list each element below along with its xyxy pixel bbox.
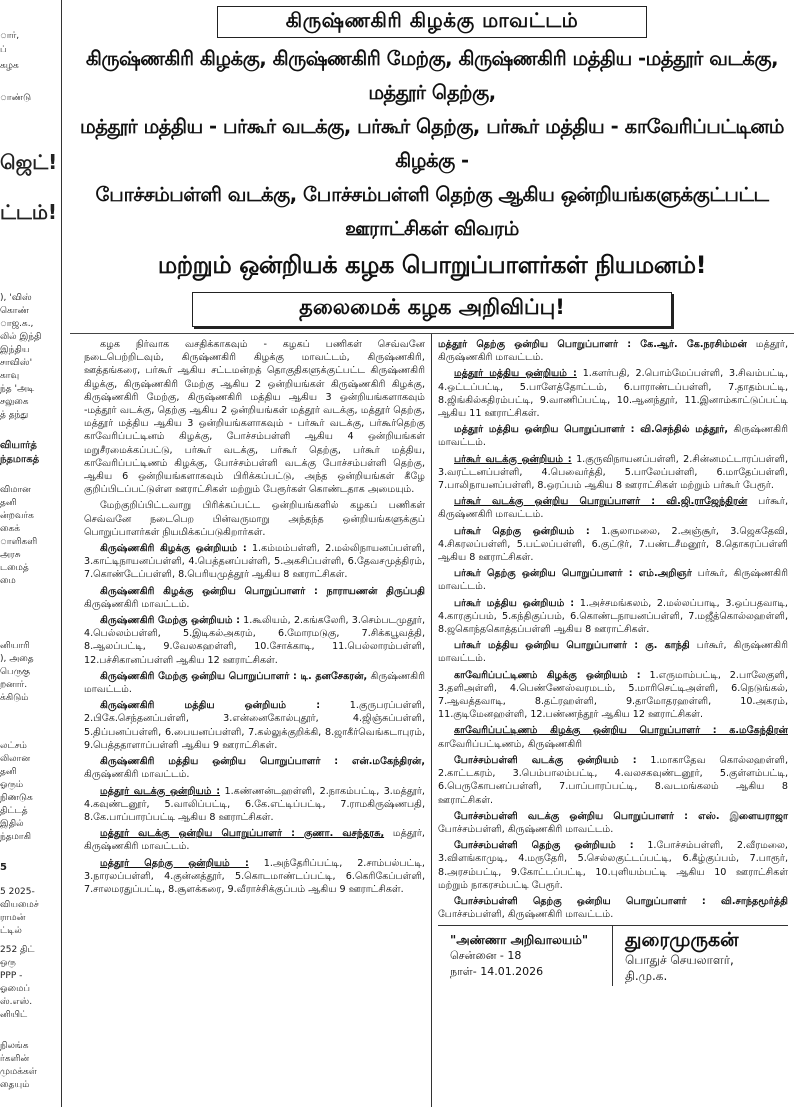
union-incharge: மத்தூர் மத்திய ஒன்றிய பொறுப்பாளர் : வி.செந்தில் மத்தூர், கிருஷ்ணகிரி மாவட்டம். <box>438 424 788 449</box>
fragment-text: திட்டத் <box>0 806 28 816</box>
fragment-text: ஓமைப் <box>0 984 31 994</box>
fragment-text: பெருகு <box>0 667 30 677</box>
fragment-text: ாண்டு <box>0 93 32 103</box>
announcement <box>64 0 800 1107</box>
fragment-text: ஓரும் <box>0 780 24 790</box>
fragment-text: ந்தமாகத் <box>0 454 40 465</box>
body-columns <box>70 333 794 1107</box>
fragment-text: சாவிஸ்' <box>0 358 33 368</box>
adjacent-column-fragment <box>0 0 62 1107</box>
fragment-text: க்கிடும் <box>0 693 29 703</box>
left-column <box>70 334 432 1107</box>
fragment-text: இந்திய <box>0 345 30 355</box>
fragment-text: ஒரு <box>0 958 16 968</box>
office-address: "அண்ணா அறிவாலயம்" சென்னை - 18 நாள்- 14.01.2026 <box>438 926 613 986</box>
fragment-text: றனார். <box>0 680 28 690</box>
union-incharge: கிருஷ்ணகிரி கிழக்கு ஒன்றிய பொறுப்பாளர் : நாராயணன் திருப்பதி கிருஷ்ணகிரி மாவட்டம். <box>84 585 425 610</box>
union-incharge: கிருஷ்ணகிரி மத்திய ஒன்றிய பொறுப்பாளர் : என்.மகேந்திரன், கிருஷ்ணகிரி மாவட்டம். <box>84 756 425 781</box>
union-incharge: மத்தூர் வடக்கு ஒன்றிய பொறுப்பாளர் : குணா. வசந்தரசு, மத்தூர், கிருஷ்ணகிரி மாவட்டம். <box>84 828 425 853</box>
union-incharge: மத்தூர் தெற்கு ஒன்றிய பொறுப்பாளர் : கே.ஆர். கே.நரசிம்மன் மத்தூர், கிருஷ்ணகிரி மாவட்டம். <box>438 339 788 364</box>
fragment-text: கொண் <box>0 306 29 316</box>
intro-paragraph-2: மேற்குறிப்பிட்டவாறு பிரிக்கப்பட்ட ஒன்றியங்களில் கழகப் பணிகள் செவ்வனே நடைபெற பின்வருமாறு அந்தந்த ஒன்றியங்களுக்குப் பொறுப்பாளர்கள் நியமிக்கப்படுகிறார்கள். <box>84 500 425 538</box>
fragment-text: ாஜ.க., <box>0 319 34 329</box>
fragment-text: டமைத் <box>0 563 29 573</box>
district-title: கிருஷ்ணகிரி கிழக்கு மாவட்டம் <box>217 6 647 38</box>
fragment-text: ர்களின் <box>0 1054 30 1064</box>
fragment-text: ), 'விஸ் <box>0 293 32 303</box>
fragment-text: தனி <box>0 498 17 508</box>
fragment-text: முமக்கள் <box>0 1067 37 1077</box>
fragment-text: ார், <box>0 31 20 41</box>
union-incharge: பர்கூர் மத்திய ஒன்றிய பொறுப்பாளர் : கு. காந்தி பர்கூர், கிருஷ்ணகிரி மாவட்டம். <box>438 640 788 665</box>
fragment-text: PPP - <box>0 971 23 981</box>
headline-line-2: மத்தூர் மத்திய - பர்கூர் வடக்கு, பர்கூர் தெற்கு, பர்கூர் மத்திய - காவேரிப்பட்டினம் கிழக்கு - <box>80 115 784 172</box>
fragment-text: சலுகை <box>0 397 29 407</box>
fragment-text: ஜெட்! <box>0 150 58 174</box>
union-entry: காவேரிப்பட்டிணம் கிழக்கு ஒன்றியம் : 1.எருமாம்பட்டி, 2.பாலேகுளி, 3.தளிஅள்ளி, 4.பெண்ணேஸ்வரமடம், 5.மாரிசெட்டிஅள்ளி, 6.நெடுங்கல், 7.ஆவத்தவாடி, 8.தட்ரஹள்ளி, 9.தாமோதரஹள்ளி, 10.அகரம், 11.குடிமேனஹள்ளி, 12.பண்ணந்தூர் ஆகிய 12 ஊராட்சிகள். <box>438 669 788 721</box>
fragment-text: னியிட் <box>0 1010 28 1020</box>
fragment-text: லிலான <box>0 754 31 764</box>
fragment-text: 5 <box>0 862 7 873</box>
fragment-text: அரசு <box>0 550 21 560</box>
fragment-text: இதில் <box>0 819 24 829</box>
union-entry: மத்தூர் தெற்கு ஒன்றியம் : 1.அந்தேரிப்பட்டி, 2.சாம்பல்பட்டி, 3.நாரலப்பள்ளி, 4.குன்னத்தூர், 5.கொடமாண்டப்பட்டி, 6.கெரிகேப்பள்ளி, 7.சாலமரதுப்பட்டி, 8.சூளக்கரை, 9.வீராச்சிக்குப்பம் ஆகிய 9 ஊராட்சிகள். <box>84 857 425 895</box>
fragment-text: 5 2025- <box>0 887 35 897</box>
headline-line-4: மற்றும் ஒன்றியக் கழக பொறுப்பாளர்கள் நியமனம்! <box>157 251 707 279</box>
headline-line-1: கிருஷ்ணகிரி கிழக்கு, கிருஷ்ணகிரி மேற்கு, கிருஷ்ணகிரி மத்திய -மத்தூர் வடக்கு, மத்தூர் தெற்கு, <box>85 47 779 104</box>
fragment-text: கைக் <box>0 524 21 534</box>
right-column <box>432 334 794 1107</box>
fragment-text: னியாரி <box>0 641 30 651</box>
union-entry: கிருஷ்ணகிரி கிழக்கு ஒன்றியம் : 1.கம்மம்பள்ளி, 2.மல்லிநாயனப்பள்ளி, 3.காட்டிநாயனப்பள்ளி, 4.பெத்தனப்பள்ளி, 5.அகசிப்பள்ளி, 6.தேவசமுத்திரம், 7.கொண்டேப்பள்ளி, 8.பெரியமுத்தூர் ஆகிய 8 ஊராட்சிகள். <box>84 543 425 581</box>
fragment-text: கழக <box>0 61 19 71</box>
fragment-text: ன்றவர்க <box>0 511 34 521</box>
union-entry: மத்தூர் வடக்கு ஒன்றியம் : 1.கண்ணன்டஹள்ளி, 2.நாகம்பட்டி, 3.மத்தூர், 4.கவுண்டனூர், 5.வாலிப்பட்டி, 6.கே.எட்டிப்பட்டி, 7.ராமகிருஷ்ணபதி, 8.கே.பாப்பாரப்பட்டி ஆகிய 8 ஊராட்சிகள். <box>84 785 425 823</box>
union-entry: பர்கூர் தெற்கு ஒன்றியம் : 1.சூலாமலை, 2.அஞ்சூர், 3.ஜெகதேவி, 4.சிகரலப்பள்ளி, 5.பட்லப்பள்ளி, 6.குட்டூர், 7.பண்டசீமனூர், 8.தொகரப்பள்ளி ஆகிய 8 ஊராட்சிகள். <box>438 525 788 564</box>
union-incharge: கிருஷ்ணகிரி மேற்கு ஒன்றிய பொறுப்பாளர் : டி. தனசேகரன், கிருஷ்ணகிரி மாவட்டம். <box>84 670 425 696</box>
fragment-text: நிணடுக <box>0 793 33 803</box>
fragment-text: ராமன் <box>0 913 26 923</box>
fragment-text: ட்டில் <box>0 926 22 936</box>
signatory: துரைமுருகன் பொதுச் செயலாளர், தி.மு.க. <box>625 929 739 984</box>
union-entry: போச்சம்பள்ளி வடக்கு ஒன்றியம் : 1.மாகாதேவ கொல்லஹள்ளி, 2.காட்டகரம், 3.பெம்பாலம்பட்டி, 4.வலசகவுண்டனூர், 5.குள்ளம்பட்டி, 6.பெருகோபனப்பள்ளி, 7.பாப்பாரப்பட்டி, 8.வடமங்கலம் ஆகிய 8 ஊராட்சிகள். <box>438 754 788 806</box>
fragment-text: ட்டம்! <box>0 200 58 224</box>
fragment-text: தனி <box>0 767 17 777</box>
fragment-text: ப் <box>0 45 7 55</box>
fragment-text: த் தந்து <box>0 410 29 420</box>
fragment-text: ாளிகளி <box>0 537 38 547</box>
fragment-text: ஸ்.எஸ். <box>0 997 33 1007</box>
union-incharge: போச்சம்பள்ளி தெற்கு ஒன்றிய பொறுப்பாளர் : வி.சாந்தமூர்த்தி போச்சம்பள்ளி, கிருஷ்ணகிரி மாவட்டம். <box>438 895 788 921</box>
intro-paragraph: கழக நிர்வாக வசதிக்காகவும் - கழகப் பணிகள் செவ்வனே நடைபெற்றிடவும், கிருஷ்ணகிரி கிழக்கு மாவட்டம், கிருஷ்ணகிரி, ஊத்தங்கரை, பர்கூர் ஆகிய சட்டமன்றத் தொகுதிகளுக்குட்பட்ட கிருஷ்ணகிரி கிழக்கு, கிருஷ்ணகிரி மேற்கு ஆகிய 2 ஒன்றியங்கள் கிருஷ்ணகிரி கிழக்கு, கிருஷ்ணகிரி மேற்கு, கிருஷ்ணகிரி மத்திய ஆகிய 3 ஒன்றியங்களாகவும் -மத்தூர் வடக்கு, தெற்கு ஆகிய 2 ஒன்றியங்கள் மத்தூர் வடக்கு, மத்தூர் தெற்கு, மத்தூர் மத்திய ஆகிய 3 ஒன்றியங்களாகவும் - பர்கூர் வடக்கு, பர்கூர்தெற்கு காவேரிப்பட்டினம் கிழக்கு, போச்சம்பள்ளி ஆகிய 4 ஒன்றியங்கள் மறுசீரமைக்கப்பட்டு, பர்கூர் வடக்கு, பர்கூர் தெற்கு, பர்கூர் மத்திய, காவேரிப்பட்டிணம் கிழக்கு, போச்சம்பள்ளி வடக்கு போச்சம்பள்ளி தெற்கு, ஆகிய 6 ஒன்றியங்களாகவும் பிரிக்கப்பட்டு, அந்த ஒன்றியங்கள் கீழே குறிப்பிடப்பட்டுள்ள ஊராட்சிகள் மற்றும் பேரூர்கள் கொண்டதாக அமையும். <box>84 339 425 496</box>
fragment-text: லில் இந்தி <box>0 332 42 342</box>
union-entry: பர்கூர் வடக்கு ஒன்றியம் : 1.குருவிநாயனப்பள்ளி, 2.சின்னமட்டாரப்பள்ளி, 3.வரட்டனப்பள்ளி, 4.பெவைர்த்தி, 5.பாலேப்பள்ளி, 6.மாதேப்பள்ளி, 7.பாலிநாயனப்பள்ளி, 8.ஒரப்பம் ஆகிய 8 ஊராட்சிகள் மற்றும் பர்கூர் பேரூர். <box>438 453 788 492</box>
union-incharge: பர்கூர் தெற்கு ஒன்றிய பொறுப்பாளர் : எம்.அறிஞர் பர்கூர், கிருஷ்ணகிரி மாவட்டம். <box>438 568 788 593</box>
union-entry: கிருஷ்ணகிரி மேற்கு ஒன்றியம் : 1.கூலியம், 2.கங்கலேரி, 3.செம்படமுதூர், 4.பெல்லம்பள்ளி, 5.இடிகல்அகரம், 6.மோரமடுகு, 7.சிக்கபூவத்தி, 8.ஆலப்பட்டி, 9.வேலகஹள்ளி, 10.சோக்காடி, 11.பெல்லாரம்பள்ளி, 12.பச்சிகானப்பள்ளி ஆகிய 12 ஊராட்சிகள். <box>84 615 425 666</box>
fragment-text: வியமைச் <box>0 900 39 910</box>
fragment-text: காவு <box>0 371 20 381</box>
notice-heading: தலைமைக் கழக அறிவிப்பு! <box>192 292 672 327</box>
fragment-text: ந்தமாகி <box>0 832 31 842</box>
fragment-text: வியார்த் <box>0 440 37 451</box>
union-entry: பர்கூர் மத்திய ஒன்றியம் : 1.அச்சமங்கலம், 2.மல்லப்பாடி, 3.ஒப்பதவாடி, 4.காரகுப்பம், 5.கந்திகுப்பம், 6.கொண்டநாயனப்பள்ளி, 7.மஜீத்கொல்லஹள்ளி, 8.ஜகொந்தகொத்தப்பள்ளி ஆகிய 8 ஊராட்சிகள். <box>438 597 788 636</box>
fragment-text: 252 திட் <box>0 945 35 955</box>
union-incharge: பர்கூர் வடக்கு ஒன்றிய பொறுப்பாளர் : வி.ஜி.ராஜேந்திரன் பர்கூர், கிருஷ்ணகிரி மாவட்டம். <box>438 496 788 521</box>
union-entry: கிருஷ்ணகிரி மத்திய ஒன்றியம் : 1.குருபரப்பள்ளி, 2.பிகே.செந்தனப்பள்ளி, 3.என்னைகோல்புதூர், 4.ஜிஞ்சுப்பள்ளி, 5.திப்பனப்பள்ளி, 6.பையனப்பள்ளி, 7.கல்லுக்குறிக்கி, 8.ஜாகீர்வெங்கடாபுரம், 9.பெத்ததாளாப்பள்ளி ஆகிய 9 ஊராட்சிகள். <box>84 700 425 751</box>
headline-line-3: போச்சம்பள்ளி வடக்கு, போச்சம்பள்ளி தெற்கு ஆகிய ஒன்றியங்களுக்குட்பட்ட ஊராட்சிகள் விவரம் <box>95 183 769 240</box>
fragment-text: மை <box>0 576 16 586</box>
fragment-text: லட்சம் <box>0 741 27 751</box>
fragment-text: விமான <box>0 485 31 495</box>
union-incharge: காவேரிப்பட்டிணம் கிழக்கு ஒன்றிய பொறுப்பாளர் : க.மகேந்திரன் காவேரிப்பட்டிணம், கிருஷ்ணகிரி <box>438 725 788 750</box>
fragment-text: நிலங்க <box>0 1041 29 1051</box>
fragment-text: ), அதை <box>0 654 34 664</box>
fragment-text: தையும் <box>0 1080 30 1090</box>
union-incharge: போச்சம்பள்ளி வடக்கு ஒன்றிய பொறுப்பாளர் : எஸ். இளையராஜா போச்சம்பள்ளி, கிருஷ்ணகிரி மாவட்டம். <box>438 810 788 835</box>
union-entry: மத்தூர் மத்திய ஒன்றியம் : 1.களர்பதி, 2.பொம்மேப்பள்ளி, 3.சிவம்பட்டி, 4.ஒட்டப்பட்டி, 5.பாளேத்தோட்டம், 6.பாராண்டப்பள்ளி, 7.தாதம்பட்டி, 8.ஜிங்கில்கதிரம்பட்டி, 9.வாணிப்பட்டி, 10.ஆனந்தூர், 11.இனாம்காட்டுப்பட்டி ஆகிய 11 ஊராட்சிகள். <box>438 368 788 420</box>
fragment-text: ந்த 'அடி <box>0 384 35 394</box>
union-entry: போச்சம்பள்ளி தெற்கு ஒன்றியம் : 1.போச்சம்பள்ளி, 2.வீரமலை, 3.விளங்காமுடி, 4.மருதேரி, 5.செல்லகுட்டப்பட்டி, 6.கீழ்குப்பம், 7.பாரூர், 8.அரசம்பட்டி, 9.கோட்டப்பட்டி, 10.புளியம்பட்டி ஆகிய 10 ஊராட்சிகள் மற்றும் நாகரசம்பட்டி பேரூர். <box>438 840 788 891</box>
signature-block <box>438 925 788 986</box>
